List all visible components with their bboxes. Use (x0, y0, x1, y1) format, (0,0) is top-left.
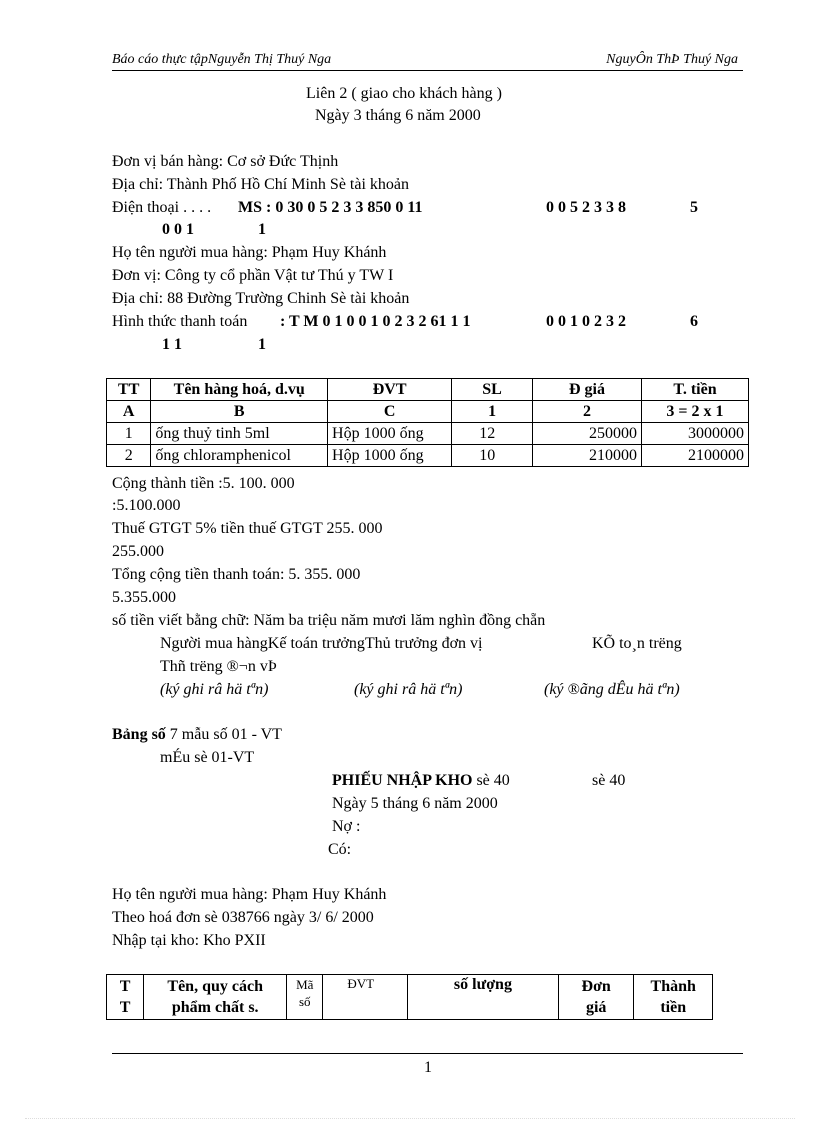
col-header-unit: ĐVT (323, 975, 408, 1020)
signature-roles: Người mua hàngKế toán trưởngThủ trưởng đơn vị (160, 635, 483, 652)
signature-note: (ký ®ãng dÊu hä tªn) (544, 681, 680, 698)
signature-head-of-unit: Thñ trëng ®¬n vÞ (160, 658, 277, 675)
col-header-unit-price: Đơn giá (558, 975, 633, 1020)
code-cell: C (328, 401, 452, 423)
header-rule (112, 70, 743, 71)
row-amount: 2100000 (641, 445, 748, 467)
table-row (107, 423, 749, 445)
row-price: 250000 (532, 423, 641, 445)
subtotal: Cộng thành tiền :5. 100. 000 (112, 475, 295, 492)
seller-account-c: 0 0 1 (162, 221, 194, 238)
receipt-title (332, 773, 510, 789)
buyer-account-c: 1 1 (162, 336, 182, 353)
signature-note: (ký ghi râ hä tªn) (160, 681, 269, 698)
code-cell: 1 (452, 401, 533, 423)
footer-rule (112, 1053, 743, 1054)
page-number: 1 (424, 1059, 432, 1076)
col-header-total: Thành tiền (634, 975, 713, 1020)
buyer-account-a: 0 0 1 0 2 3 2 (546, 313, 626, 330)
col-header-unit: ĐVT (328, 379, 452, 401)
seller-address: Địa chỉ: Thành Phố Hồ Chí Minh Sè tài khoản (112, 176, 410, 193)
col-header-tt: TT (107, 379, 151, 401)
receipt-invoice-ref: Theo hoá đơn sè 038766 ngày 3/ 6/ 2000 (112, 909, 374, 926)
row-index: 1 (107, 423, 151, 445)
amount-in-words: số tiền viết bằng chữ: Năm ba triệu năm mươi lăm nghìn đồng chẵn (112, 612, 546, 629)
code-cell: 2 (532, 401, 641, 423)
row-amount: 3000000 (641, 423, 748, 445)
payment-method-label: Hình thức thanh toán (112, 313, 248, 330)
table-row (107, 445, 749, 467)
buyer-account-d: 1 (258, 336, 266, 353)
invoice-header-row (107, 379, 749, 401)
seller-account-d: 1 (258, 221, 266, 238)
table-number (112, 727, 282, 743)
grand-total-value: 5.355.000 (112, 589, 176, 606)
col-header-spec: Tên, quy cách phẩm chất s. (144, 975, 287, 1020)
vat-value: 255.000 (112, 543, 164, 560)
header-right: NguyÔn ThÞ Thuý Nga (606, 52, 738, 67)
receipt-credit: Có: (328, 841, 352, 858)
payment-tax-code: : T M 0 1 0 0 1 0 2 3 2 61 1 1 (280, 313, 471, 330)
seller-tax-code: MS : 0 30 0 5 2 3 3 850 0 11 (238, 199, 423, 216)
row-price: 210000 (532, 445, 641, 467)
seller-unit: Đơn vị bán hàng: Cơ sở Đức Thịnh (112, 153, 339, 170)
invoice-code-row (107, 401, 749, 423)
buyer-unit: Đơn vị: Công ty cổ phần Vật tư Thú y TW I (112, 267, 394, 284)
col-header-code: Mã số (287, 975, 323, 1020)
receipt-table (106, 974, 713, 1020)
row-qty: 10 (452, 445, 533, 467)
receipt-title-number: sè 40 (472, 772, 510, 789)
seller-account-b: 5 (690, 199, 698, 216)
header-left: Báo cáo thực tậpNguyễn Thị Thuý Nga (112, 52, 332, 67)
invoice-table (106, 378, 749, 467)
row-unit: Hộp 1000 ống (328, 445, 452, 467)
row-goods: ống thuỷ tinh 5ml (151, 423, 328, 445)
invoice-title: Liên 2 ( giao cho khách hàng ) (306, 85, 502, 102)
col-header-amount: T. tiền (641, 379, 748, 401)
row-qty: 12 (452, 423, 533, 445)
vat-line: Thuế GTGT 5% tiền thuế GTGT 255. 000 (112, 520, 383, 537)
page-edge (25, 1118, 795, 1119)
code-cell: 3 = 2 x 1 (641, 401, 748, 423)
receipt-warehouse: Nhập tại kho: Kho PXII (112, 932, 266, 949)
invoice-date: Ngày 3 tháng 6 năm 2000 (315, 107, 481, 124)
col-header-goods: Tên hàng hoá, d.vụ (151, 379, 328, 401)
code-cell: A (107, 401, 151, 423)
signature-note: (ký ghi râ hä tªn) (354, 681, 463, 698)
seller-account-a: 0 0 5 2 3 3 8 (546, 199, 626, 216)
buyer-account-b: 6 (690, 313, 698, 330)
col-header-quantity: số lượng (407, 975, 558, 1020)
code-cell: B (151, 401, 328, 423)
row-goods: ống chloramphenicol (151, 445, 328, 467)
form-number: mÉu sè 01-VT (160, 749, 255, 766)
table-number-value: 7 mẫu số 01 - VT (165, 726, 282, 743)
receipt-debit: Nợ : (332, 818, 361, 835)
receipt-date: Ngày 5 tháng 6 năm 2000 (332, 795, 498, 812)
buyer-address: Địa chỉ: 88 Đường Trường Chinh Sè tài khoản (112, 290, 410, 307)
table-number-label: Bảng số (112, 726, 166, 743)
seller-phone-label: Điện thoại . . . . (112, 199, 212, 216)
receipt-buyer-name: Họ tên người mua hàng: Phạm Huy Khánh (112, 886, 387, 903)
grand-total: Tổng cộng tiền thanh toán: 5. 355. 000 (112, 566, 361, 583)
receipt-header-row (107, 975, 713, 1020)
row-index: 2 (107, 445, 151, 467)
col-header-tt: T T (107, 975, 144, 1020)
col-header-qty: SL (452, 379, 533, 401)
buyer-name: Họ tên người mua hàng: Phạm Huy Khánh (112, 244, 387, 261)
col-header-price: Đ giá (532, 379, 641, 401)
receipt-title-bold: PHIẾU NHẬP KHO (332, 772, 473, 789)
subtotal-value: :5.100.000 (112, 497, 181, 514)
receipt-number-extra: sè 40 (592, 772, 626, 789)
signature-chief-accountant: KÕ to¸n trëng (592, 635, 682, 652)
row-unit: Hộp 1000 ống (328, 423, 452, 445)
